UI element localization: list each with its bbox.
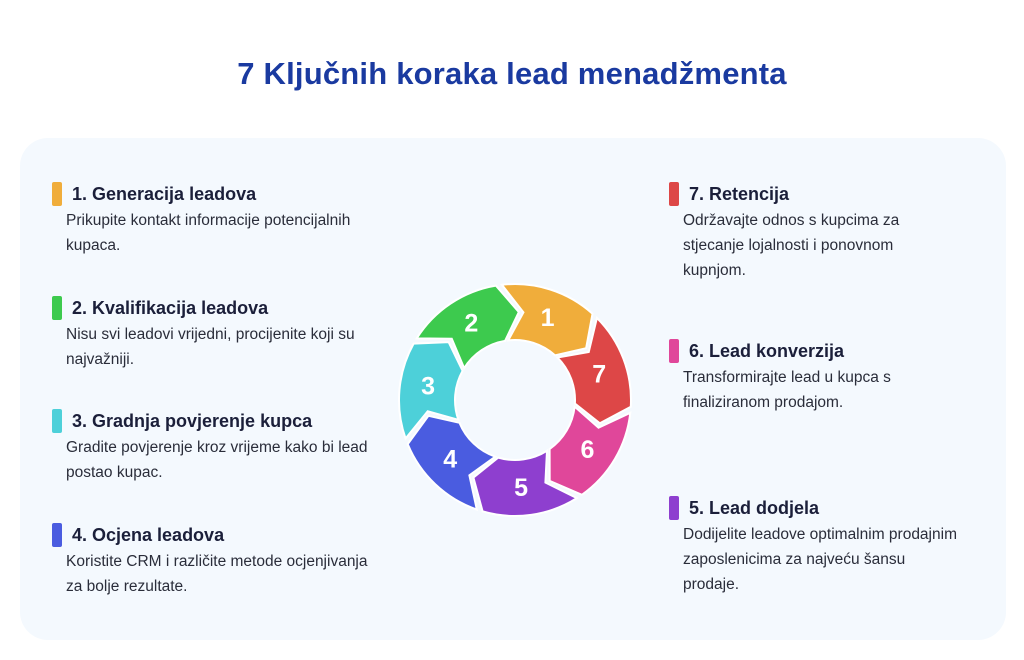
step-6: [669, 338, 959, 415]
step-1-description: Prikupite kontakt informacije potencijalnih kupaca.: [66, 212, 351, 254]
step-5: [669, 495, 959, 597]
step-7-heading: 7. Retencija: [689, 184, 790, 204]
step-4: [52, 522, 382, 599]
step-1: [52, 181, 382, 258]
step-2: [52, 295, 382, 372]
wheel-number-5: 5: [514, 473, 529, 502]
cycle-wheel: [385, 270, 645, 530]
step-7-color-bar: [669, 182, 679, 206]
step-6-heading: 6. Lead konverzija: [689, 341, 845, 361]
wheel-number-6: 6: [580, 435, 595, 464]
wheel-number-3: 3: [421, 372, 436, 401]
step-3: [52, 408, 382, 485]
step-3-description: Gradite povjerenje kroz vrijeme kako bi lead postao kupac.: [66, 439, 368, 481]
page-title: 7 Ključnih koraka lead menadžmenta: [237, 56, 787, 91]
step-3-color-bar: [52, 409, 62, 433]
step-2-color-bar: [52, 296, 62, 320]
step-7: [669, 181, 959, 283]
step-7-description: Održavajte odnos s kupcima za stjecanje lojalnosti i ponovnom kupnjom.: [683, 212, 900, 279]
wheel-number-4: 4: [443, 445, 458, 474]
wheel-number-2: 2: [464, 309, 479, 338]
step-6-color-bar: [669, 339, 679, 363]
step-2-heading: 2. Kvalifikacija leadova: [72, 298, 269, 318]
step-4-heading: 4. Ocjena leadova: [72, 525, 225, 545]
wheel-number-7: 7: [592, 360, 607, 389]
step-1-color-bar: [52, 182, 62, 206]
step-1-heading: 1. Generacija leadova: [72, 184, 257, 204]
step-2-description: Nisu svi leadovi vrijedni, procijenite koji su najvažniji.: [66, 326, 355, 368]
step-6-description: Transformirajte lead u kupca s finaliziranom prodajom.: [683, 369, 891, 411]
wheel-number-1: 1: [540, 304, 555, 333]
step-4-description: Koristite CRM i različite metode ocjenjivanja za bolje rezultate.: [66, 553, 368, 595]
step-5-heading: 5. Lead dodjela: [689, 498, 820, 518]
step-5-color-bar: [669, 496, 679, 520]
step-4-color-bar: [52, 523, 62, 547]
step-3-heading: 3. Gradnja povjerenje kupca: [72, 411, 313, 431]
step-5-description: Dodijelite leadove optimalnim prodajnim zaposlenicima za najveću šansu prodaje.: [683, 526, 957, 593]
